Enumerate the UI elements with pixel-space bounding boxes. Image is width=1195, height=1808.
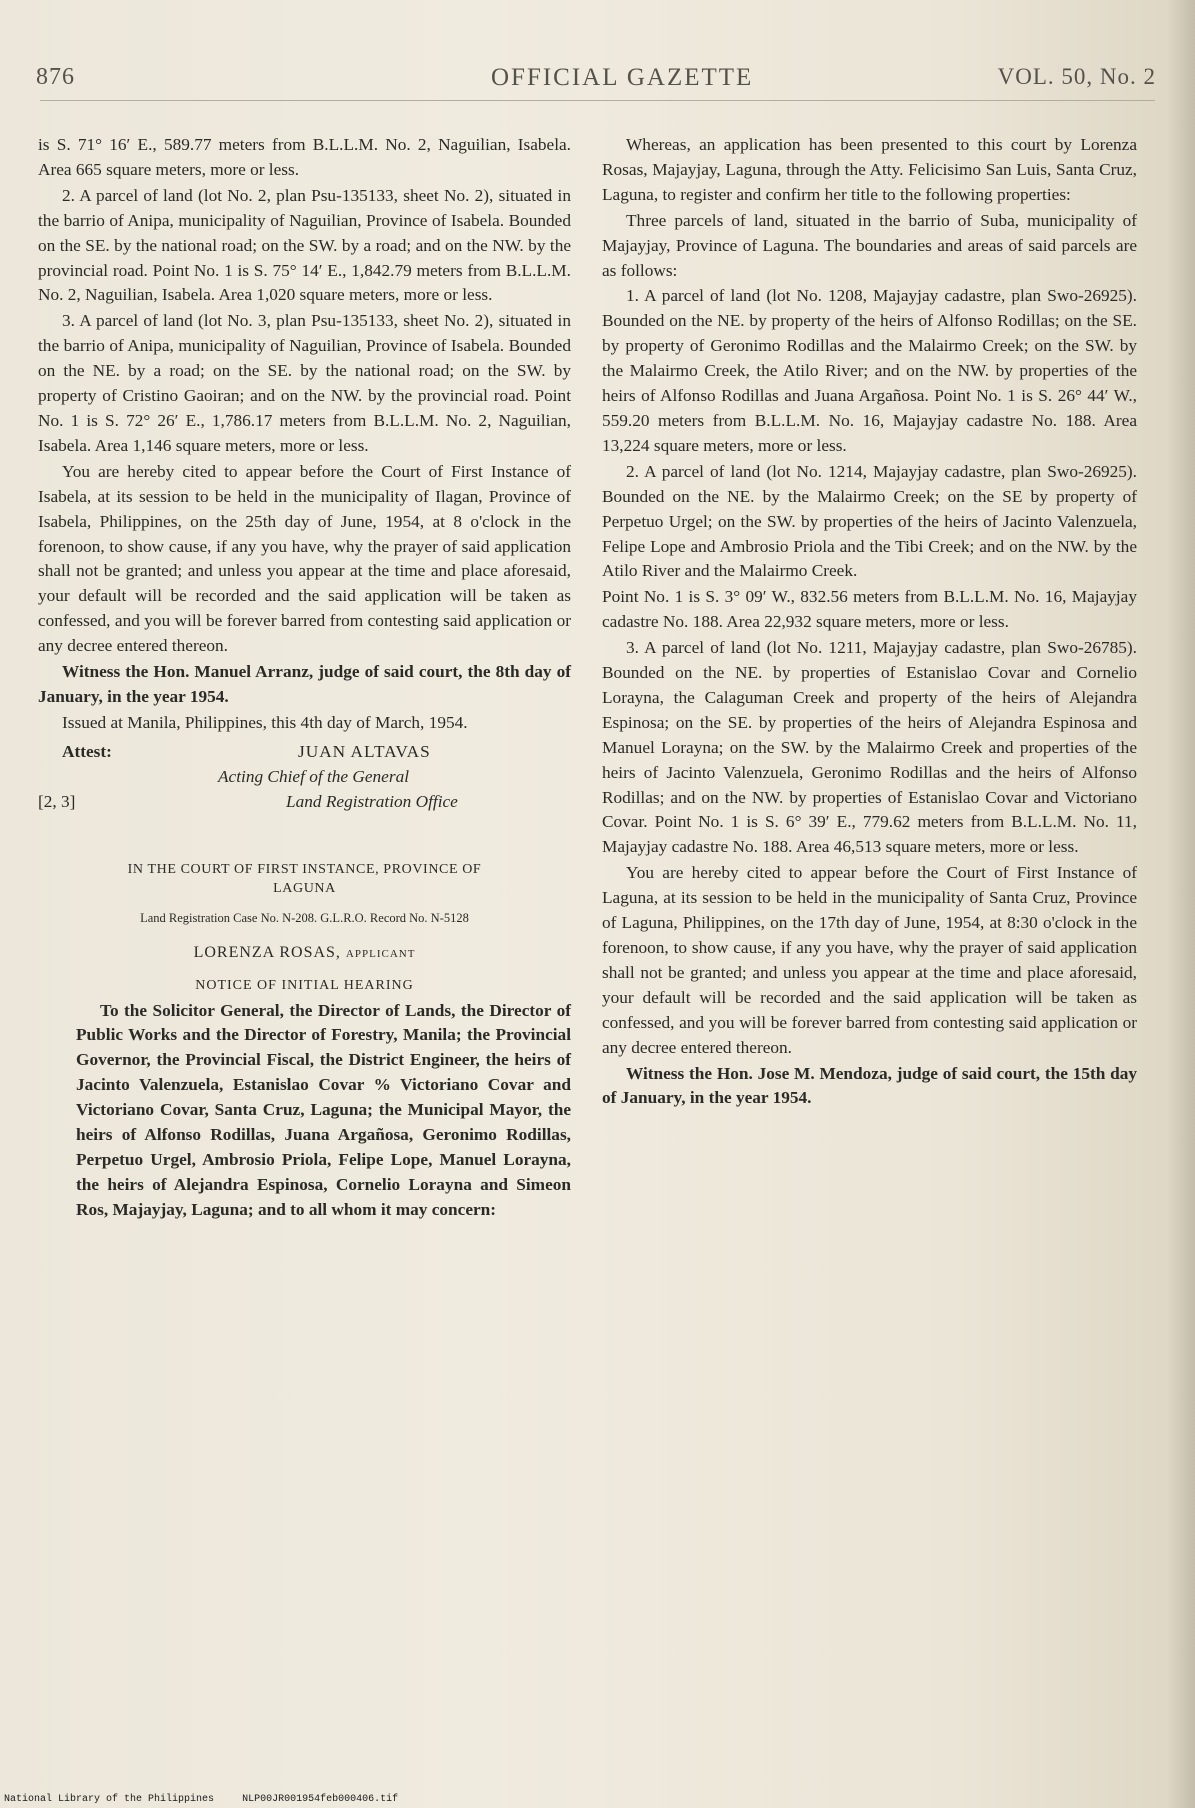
addressees-paragraph: To the Solicitor General, the Director of Lands, the Director of Public Works and the Director of Forestry, Manila; the Provincial Governor, the Provincial Fiscal, the District Engineer, the heirs of Jacinto Valenzuela, Estanislao Covar % Victoriano Covar and Victoriano Covar, Santa Cruz, Laguna; the Municipal Mayor, the heirs of Alfonso Rodillas, Juana Argañosa, Geronimo Rodillas, Perpetuo Urgel, Ambrosio Priola, Felipe Lope, Manuel Lorayna, the heirs of Alejandra Espinosa, Cornelio Lorayna and Simeon Ros, Majayjay, Laguna; and to all whom it may concern: (76, 1000, 571, 1219)
scan-footer (4, 1794, 420, 1805)
right-witness-paragraph: Witness the Hon. Jose M. Mendoza, judge of said court, the 15th day of January, in the year 1954. (602, 1063, 1137, 1108)
page-number: 876 (36, 64, 75, 90)
applicant-line: LORENZA ROSAS, applicant (193, 943, 416, 961)
left-paragraph: is S. 71° 16′ E., 589.77 meters from B.L.L.M. No. 2, Naguilian, Isabela. Area 665 square meters, more or less. (38, 135, 571, 179)
right-column (602, 133, 1137, 1112)
page-header (36, 64, 1156, 98)
right-paragraph: Whereas, an application has been presented to this court by Lorenza Rosas, Majayjay, Laguna, through the Atty. Felicisimo San Luis, Santa Cruz, Laguna, to register and confirm her title to the following properties: (602, 135, 1137, 204)
left-paragraph: 2. A parcel of land (lot No. 2, plan Psu-135133, sheet No. 2), situated in the barrio of Anipa, municipality of Naguilian, Province of Isabela. Bounded on the SE. by the national road; on the SW. by a road; and on the NW. by the provincial road. Point No. 1 is S. 75° 14′ E., 1,842.79 meters from B.L.L.M. No. 2, Naguilian, Isabela. Area 1,020 square meters, more or less. (38, 185, 571, 305)
issued-paragraph: Issued at Manila, Philippines, this 4th day of March, 1954. (62, 712, 468, 732)
volume-number: VOL. 50, No. 2 (997, 64, 1156, 89)
attest-role-line-2: Land Registration Office (286, 791, 458, 811)
attest-role-line-1: Acting Chief of the General (218, 766, 410, 786)
right-paragraph: Three parcels of land, situated in the barrio of Suba, municipality of Majayjay, Province of Laguna. The boundaries and areas of said parcels are as follows: (602, 210, 1137, 280)
right-paragraph: 3. A parcel of land (lot No. 1211, Majayjay cadastre, plan Swo-26785). Bounded on the NE. by properties of Estanislao Covar and Cornelio Lorayna, the Calaguman Creek and property of the heirs of Alejandra Espinosa; on the SE. by properties of the heirs of Alejandra Espinosa and Manuel Lorayna; on the SW. by the Malairmo Creek and properties of the heirs of Jacinto Valenzuela, Geronimo Rodillas and the heirs of Alfonso Rodillas; and on the NW. by properties of Estanislao Covar and Victoriano Covar. Point No. 1 is S. 6° 39′ E., 779.62 meters from B.L.L.M. No. 11, Majayjay cadastre No. 188. Area 46,513 square meters, more or less. (602, 638, 1137, 857)
left-column (38, 133, 571, 1224)
right-paragraph: You are hereby cited to appear before the Court of First Instance of Laguna, at its session to be held in the municipality of Santa Cruz, Province of Laguna, Philippines, on the 17th day of June, 1954, at 8:30 o'clock in the forenoon, to show cause, if any you have, why the prayer of said application shall not be granted; and unless you appear at the time and place aforesaid, your default will be recorded and the said application will be taken as confessed, and you will be forever barred from contesting said application or any decree entered thereon. (602, 863, 1137, 1057)
attestation-block (38, 740, 571, 820)
publication-title: OFFICIAL GAZETTE (491, 64, 754, 91)
court-heading: IN THE COURT OF FIRST INSTANCE, PROVINCE OF LAGUNA (127, 861, 482, 896)
attest-signatory: JUAN ALTAVAS (298, 741, 431, 761)
page-edge-shadow (1167, 0, 1195, 1808)
notice-heading: NOTICE OF INITIAL HEARING (195, 977, 414, 993)
scan-filename: NLP00JR001954feb000406.tif (242, 1794, 399, 1805)
right-paragraph: Point No. 1 is S. 3° 09′ W., 832.56 meters from B.L.L.M. No. 16, Majayjay cadastre No. 188. Area 22,932 square meters, more or less. (602, 587, 1137, 632)
attest-code: [2, 3] (38, 791, 76, 811)
attest-label: Attest: (62, 741, 112, 761)
witness-paragraph: Witness the Hon. Manuel Arranz, judge of said court, the 8th day of January, in the year 1954. (38, 662, 571, 706)
right-paragraph: 1. A parcel of land (lot No. 1208, Majayjay cadastre, plan Swo-26925). Bounded on the NE. by property of the heirs of Alfonso Rodillas; on the SE. by property of Geronimo Rodillas and the Malairmo Creek; on the SW. by the Malairmo Creek, the Atilo River; and on the NW. by properties of the heirs of Alfonso Rodillas and Juana Argañosa. Point No. 1 is S. 26° 44′ W., 559.20 meters from B.L.L.M. No. 16, Majayjay cadastre No. 188. Area 13,224 square meters, more or less. (602, 286, 1137, 455)
right-paragraph: 2. A parcel of land (lot No. 1214, Majayjay cadastre, plan Swo-26925). Bounded on the NE. by the Malairmo Creek; on the SE by property of Perpetuo Urgel; on the SW. by properties of the heirs of Jacinto Valenzuela, Felipe Lope and Ambrosio Priola and the Tibi Creek; and on the NW. by the Atilo River and the Malairmo Creek. (602, 461, 1137, 581)
case-line: Land Registration Case No. N-208. G.L.R.O. Record No. N-5128 (140, 910, 469, 925)
left-paragraph: 3. A parcel of land (lot No. 3, plan Psu-135133, sheet No. 2), situated in the barrio of Anipa, municipality of Naguilian, Province of Isabela. Bounded on the NE. by a road; on the SE. by the national road; on the SW. by property of Cristino Gaoiran; and on the NW. by the provincial road. Point No. 1 is S. 72° 26′ E., 1,786.17 meters from B.L.L.M. No. 2, Naguilian, Isabela. Area 1,146 square meters, more or less. (38, 311, 571, 455)
header-rule (40, 100, 1155, 101)
left-paragraph: You are hereby cited to appear before the Court of First Instance of Isabela, at its session to be held in the municipality of Ilagan, Province of Isabela, Philippines, on the 25th day of June, 1954, at 8 o'clock in the forenoon, to show cause, if any you have, why the prayer of said application shall not be granted; and unless you appear at the time and place aforesaid, your default will be recorded and the said application will be taken as confessed, and you will be forever barred from contesting said application or any decree entered thereon. (38, 461, 571, 656)
library-credit: National Library of the Philippines (4, 1794, 215, 1805)
